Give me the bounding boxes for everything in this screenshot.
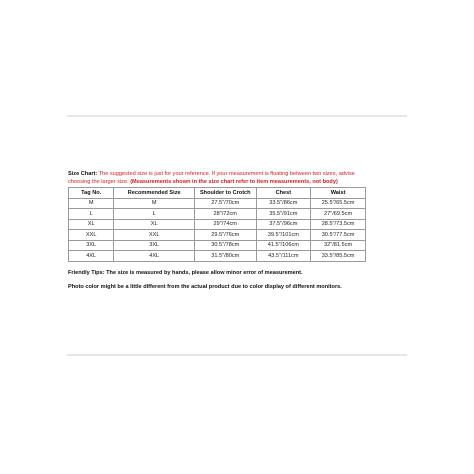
cell-waist: 33.5"/85.5cm bbox=[311, 251, 366, 262]
table-row bbox=[69, 219, 366, 230]
cell-chest: 33.5"/86cm bbox=[256, 198, 311, 209]
friendly-tips: Friendly Tips: The size is measured by hands, please allow minor error of measurement. bbox=[68, 269, 303, 276]
cell-shoulder-to-crotch: 27.5"/70cm bbox=[195, 198, 257, 209]
cell-recommended-size: M bbox=[114, 198, 195, 209]
cell-tag-no: 3XL bbox=[69, 240, 114, 251]
cell-shoulder-to-crotch: 28"/72cm bbox=[195, 209, 257, 220]
table-row bbox=[69, 251, 366, 262]
bottom-divider bbox=[67, 354, 407, 356]
cell-recommended-size: L bbox=[114, 209, 195, 220]
size-table-header-row bbox=[69, 188, 366, 199]
cell-chest: 43.5"/111cm bbox=[256, 251, 311, 262]
cell-waist: 28.5"/73.5cm bbox=[311, 219, 366, 230]
cell-chest: 35.5"/91cm bbox=[256, 209, 311, 220]
cell-shoulder-to-crotch: 29.5"/76cm bbox=[195, 230, 257, 241]
header-recommended-size: Recommended Size bbox=[114, 188, 195, 199]
header-waist: Waist bbox=[311, 188, 366, 199]
cell-waist: 30.5"/77.5cm bbox=[311, 230, 366, 241]
size-chart-intro bbox=[68, 170, 376, 186]
color-disclaimer: Photo color might be a little different from the actual product due to color display of different monitors. bbox=[68, 283, 342, 290]
size-table bbox=[68, 187, 366, 262]
cell-tag-no: XXL bbox=[69, 230, 114, 241]
cell-chest: 41.5"/106cm bbox=[256, 240, 311, 251]
cell-recommended-size: XXL bbox=[114, 230, 195, 241]
header-shoulder-to-crotch: Shoulder to Crotch bbox=[195, 188, 257, 199]
cell-shoulder-to-crotch: 31.5"/80cm bbox=[195, 251, 257, 262]
table-row bbox=[69, 209, 366, 220]
cell-chest: 37.5"/96cm bbox=[256, 219, 311, 230]
header-chest: Chest bbox=[256, 188, 311, 199]
size-advice-text: The suggested size is just for your reference. If your measurement is floating between two sizes, advise choosing the larger size. bbox=[68, 171, 355, 185]
cell-waist: 32"/81.5cm bbox=[311, 240, 366, 251]
measurement-note: (Measurements shown in the size chart refer to item measurements, not body) bbox=[130, 179, 338, 185]
cell-recommended-size: 3XL bbox=[114, 240, 195, 251]
cell-shoulder-to-crotch: 30.5"/78cm bbox=[195, 240, 257, 251]
cell-tag-no: M bbox=[69, 198, 114, 209]
cell-chest: 39.5"/101cm bbox=[256, 230, 311, 241]
table-row bbox=[69, 230, 366, 241]
cell-tag-no: 4XL bbox=[69, 251, 114, 262]
cell-waist: 27"/69.5cm bbox=[311, 209, 366, 220]
cell-tag-no: XL bbox=[69, 219, 114, 230]
table-row bbox=[69, 198, 366, 209]
cell-waist: 25.5"/65.5cm bbox=[311, 198, 366, 209]
cell-recommended-size: 4XL bbox=[114, 251, 195, 262]
header-tag-no: Tag No. bbox=[69, 188, 114, 199]
top-divider bbox=[67, 115, 407, 117]
size-chart-section bbox=[68, 170, 376, 291]
cell-tag-no: L bbox=[69, 209, 114, 220]
size-chart-label: Size Chart: bbox=[68, 171, 98, 177]
cell-shoulder-to-crotch: 29"/74cm bbox=[195, 219, 257, 230]
table-row bbox=[69, 240, 366, 251]
cell-recommended-size: XL bbox=[114, 219, 195, 230]
